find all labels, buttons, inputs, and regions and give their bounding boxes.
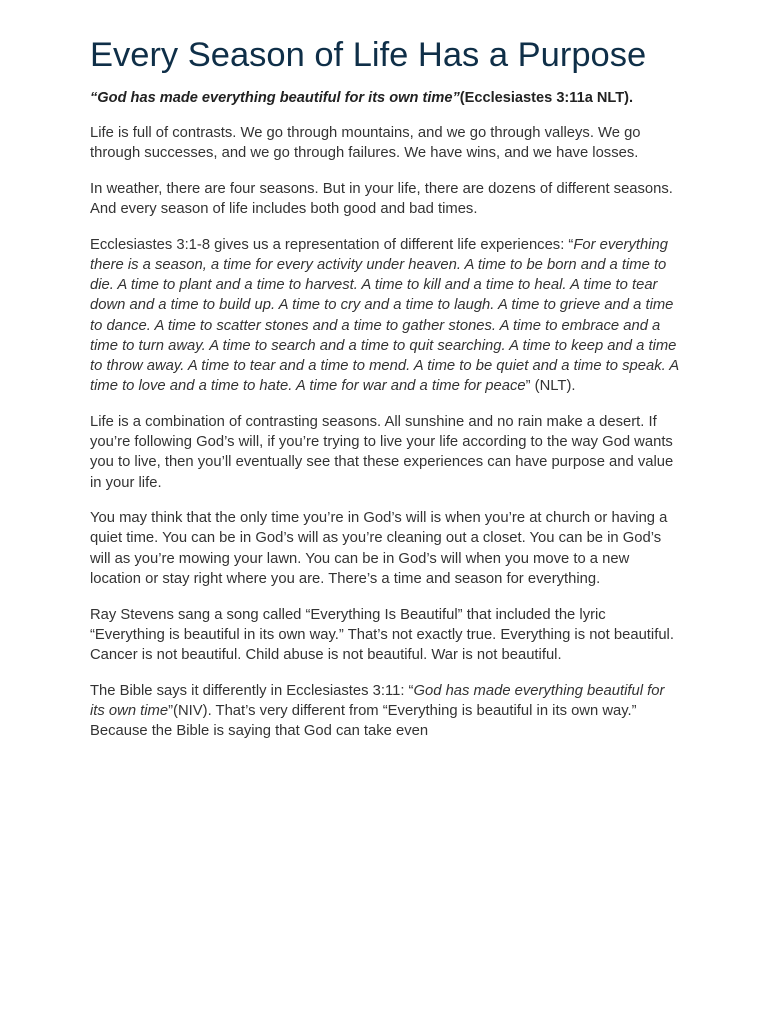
paragraph-bible-says-outro: ”(NIV). That’s very different from “Everything is beautiful in its own way.” Because the Bible is saying that God can take even: [90, 702, 637, 740]
paragraph-bible-says-quote: God has made everything beautiful for its own time: [90, 682, 665, 719]
paragraph-combination: Life is a combination of contrasting seasons. All sunshine and no rain make a desert. If you’re following God’s will, if you’re trying to live your life according to the way God wants you to live, then you’ll eventually see that these experiences can have purpose and value in your life.: [90, 413, 674, 491]
paragraph-ecclesiastes-quote: For everything there is a season, a time for every activity under heaven. A time to be born and a time to die. A time to plant and a time to harvest. A time to kill and a time to heal. A time to tear down and a time to build up. A time to cry and a time to laugh. A time to grieve and a time to dance. A time to scatter stones and a time to gather stones. A time to embrace and a time to turn away. A time to search and a time to quit searching. A time to keep and a time to throw away. A time to tear and a time to mend. A time to be quiet and a time to speak. A time to love and a time to hate. A time for war and a time for peace: [90, 236, 679, 395]
paragraph-gods-will: You may think that the only time you’re in God’s will is when you’re at church or having a quiet time. You can be in God’s will as you’re cleaning out a closet. You can be in God’s will as you’re mowing your lawn. You can be in God’s will when you move to a new location or stay right where you are. There’s a time and season for everything.: [90, 510, 668, 587]
document-page: [90, 34, 682, 757]
paragraph-bible-says: [90, 681, 682, 742]
lead-verse: [90, 88, 682, 108]
paragraph-ecclesiastes-intro: Ecclesiastes 3:1-8 gives us a representation of different life experiences: “: [90, 236, 574, 253]
paragraph-ray-stevens: Ray Stevens sang a song called “Everything Is Beautiful” that included the lyric “Everything is beautiful in its own way.” That’s not exactly true. Everything is not beautiful. Cancer is not beautiful. Child abuse is not beautiful. War is not beautiful.: [90, 606, 674, 663]
lead-quote: “God has made everything beautiful for its own time”: [90, 90, 460, 106]
lead-reference: (Ecclesiastes 3:11a NLT).: [459, 90, 634, 106]
paragraph-seasons: In weather, there are four seasons. But in your life, there are dozens of different seasons. And every season of life includes both good and bad times.: [90, 180, 673, 218]
page-title: Every Season of Life Has a Purpose: [90, 36, 647, 74]
paragraph-contrasts: Life is full of contrasts. We go through mountains, and we go through valleys. We go through successes, and we go through failures. We have wins, and we have losses.: [90, 125, 641, 162]
paragraph-bible-says-intro: The Bible says it differently in Ecclesiastes 3:11: “: [90, 682, 414, 699]
paragraph-ecclesiastes-outro: ” (NLT).: [525, 378, 576, 395]
paragraph-ecclesiastes: [90, 235, 682, 397]
